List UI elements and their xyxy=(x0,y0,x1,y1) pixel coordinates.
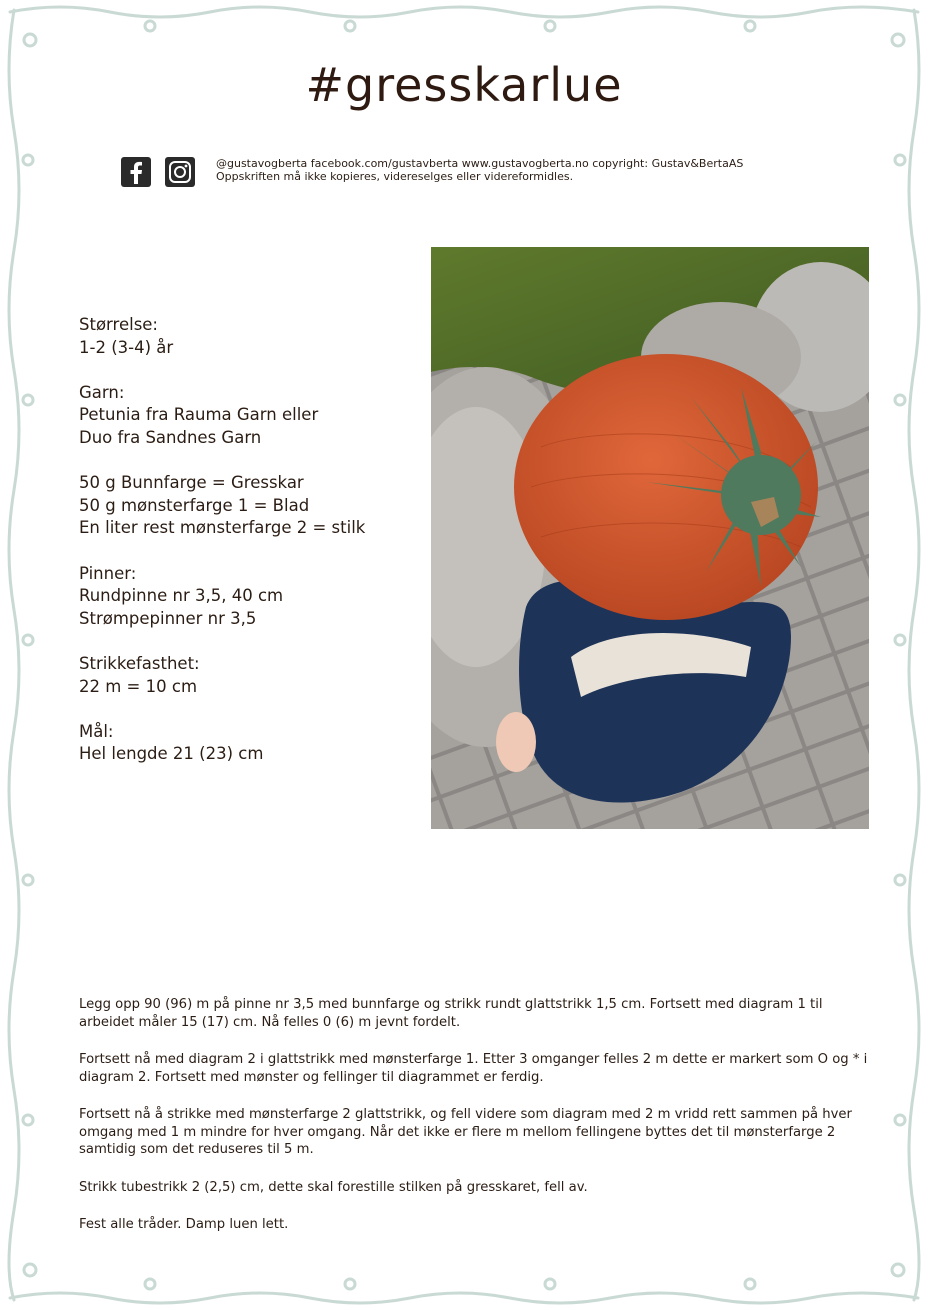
page-title: #gresskarlue xyxy=(305,58,623,112)
needles-line: Rundpinne nr 3,5, 40 cm xyxy=(79,586,284,606)
yarn-label: Garn: xyxy=(79,382,125,402)
instruction-paragraph: Legg opp 90 (96) m på pinne nr 3,5 med bunnfarge og strikk rundt glattstrikk 1,5 cm. Fortsett med diagram 1 til arbeidet måler 15 (17) cm. Nå felles 0 (6) m jevnt fordelt. xyxy=(79,997,823,1030)
size-value: 1-2 (3-4) år xyxy=(79,337,174,357)
gauge-section xyxy=(79,653,365,698)
color-line: 50 g mønsterfarge 1 = Blad xyxy=(79,495,310,515)
instruction-paragraph: Fortsett nå med diagram 2 i glattstrikk med mønsterfarge 1. Etter 3 omganger felles 2 m dette er markert som O og * i diagram 2. Fortsett med mønster og fellinger til diagrammet er ferdig. xyxy=(79,1052,868,1085)
gauge-label: Strikkefasthet: xyxy=(79,653,200,673)
needles-label: Pinner: xyxy=(79,563,137,583)
credits-line: @gustavogberta facebook.com/gustavberta www.gustavogberta.no copyright: Gustav&BertaAS xyxy=(216,157,744,170)
instagram-icon[interactable] xyxy=(164,156,196,188)
size-label: Størrelse: xyxy=(79,315,158,334)
measure-section xyxy=(79,721,365,766)
yarn-line: Petunia fra Rauma Garn eller xyxy=(79,405,319,425)
copyright-credits xyxy=(216,157,743,183)
instruction-paragraph: Fortsett nå å strikke med mønsterfarge 2 glattstrikk, og fell videre som diagram med 2 m vridd rett sammen på hver omgang med 1 m mindre for hver omgang. Når det ikke er flere m mellom fellingene byttes det til mønsterfarge 2 samtidig som det reduseres til 5 m. xyxy=(79,1107,852,1157)
instruction-paragraph: Fest alle tråder. Damp luen lett. xyxy=(79,1217,289,1232)
measure-label: Mål: xyxy=(79,721,114,741)
yarn-line: Duo fra Sandnes Garn xyxy=(79,427,262,447)
size-section xyxy=(79,314,365,359)
hat-photo xyxy=(431,247,869,829)
yarn-section xyxy=(79,382,365,450)
needles-line: Strømpepinner nr 3,5 xyxy=(79,608,257,628)
facebook-icon[interactable] xyxy=(120,156,152,188)
needles-section xyxy=(79,563,365,631)
pattern-specs xyxy=(79,314,365,788)
instruction-paragraph: Strikk tubestrikk 2 (2,5) cm, dette skal forestille stilken på gresskaret, fell av. xyxy=(79,1179,588,1195)
measure-value: Hel lengde 21 (23) cm xyxy=(79,744,264,764)
knitting-instructions xyxy=(79,996,869,1254)
social-icons xyxy=(120,156,196,188)
color-line: 50 g Bunnfarge = Gresskar xyxy=(79,473,304,493)
gauge-value: 22 m = 10 cm xyxy=(79,676,198,696)
color-section xyxy=(79,472,365,540)
color-line: En liter rest mønsterfarge 2 = stilk xyxy=(79,518,366,538)
copyright-notice: Oppskriften må ikke kopieres, videreselges eller videreformidles. xyxy=(216,170,574,183)
